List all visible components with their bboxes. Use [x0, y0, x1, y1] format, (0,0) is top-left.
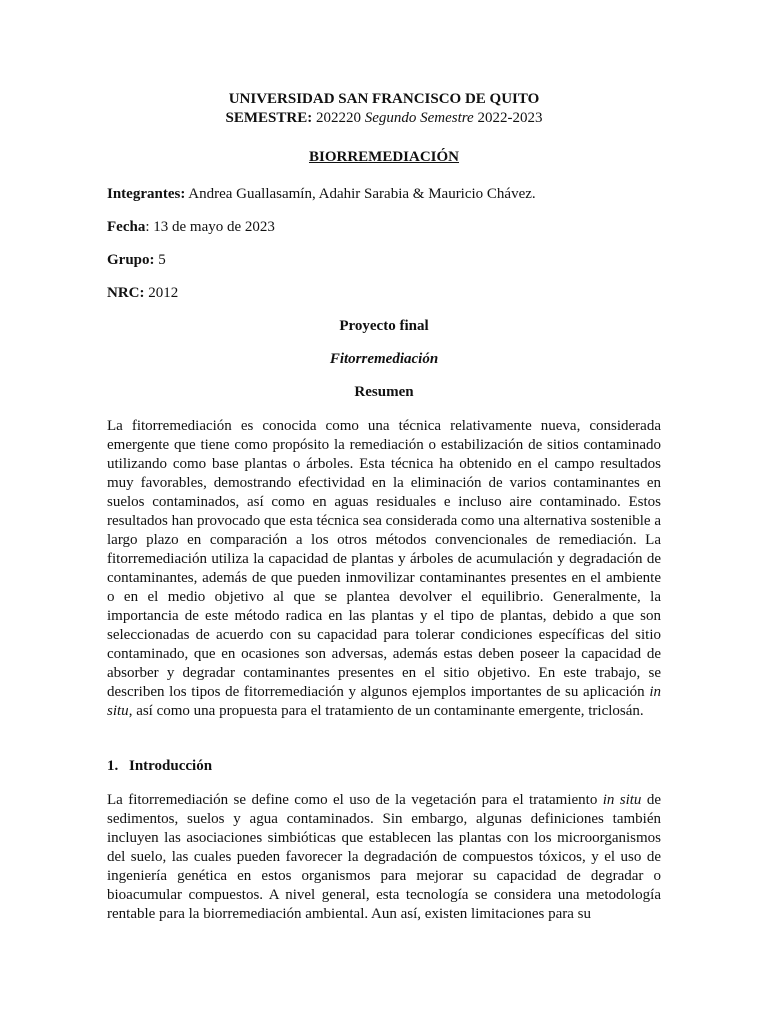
intro-text-rest: de sedimentos, suelos y agua contaminados. Sin embargo, algunas definiciones también incluyen las asociaciones simbióticas que establecen las plantas con los microorganismos del suelo, las cuales pueden favorecer la degradación de compuestos tóxicos, y el uso de ingeniería genética en estos organismos para mejorar su capacidad de degradar o bioacumular compuestos. A nivel general, esta tecnología se considera una metodología rentable para la biorremediación ambiental. Aun así, existen limitaciones para su	[107, 792, 661, 922]
group-line	[107, 251, 661, 270]
project-subtitle: Fitorremediación	[329, 351, 439, 367]
document-title: BIORREMEDIACIÓN	[308, 149, 459, 165]
intro-paragraph	[107, 791, 661, 924]
date-line	[107, 218, 661, 237]
members-label: Integrantes:	[107, 186, 186, 202]
abstract-text-end: , así como una propuesta para el tratamiento de un contaminante emergente, triclosán.	[128, 703, 644, 719]
intro-heading	[107, 757, 661, 776]
semester-code: 202220	[315, 110, 361, 126]
members-line	[107, 185, 661, 204]
abstract-italic: in situ	[107, 684, 662, 719]
nrc-label: NRC:	[107, 285, 145, 301]
nrc-value: 2012	[148, 285, 179, 301]
nrc-line	[107, 284, 661, 303]
project-heading: Proyecto final	[339, 318, 429, 334]
group-label: Grupo:	[107, 252, 155, 268]
semester-years: 2022-2023	[477, 110, 543, 126]
university-name: UNIVERSIDAD SAN FRANCISCO DE QUITO	[228, 91, 540, 107]
intro-heading-text: Introducción	[129, 758, 213, 774]
semester-label: SEMESTRE:	[225, 110, 313, 126]
date-value: : 13 de mayo de 2023	[145, 219, 275, 235]
abstract-paragraph	[107, 417, 661, 721]
date-label: Fecha	[107, 219, 146, 235]
intro-text-start: La fitorremediación se define como el uso de la vegetación para el tratamiento	[107, 792, 598, 808]
members-value: Andrea Guallasamín, Adahir Sarabia & Mauricio Chávez.	[188, 186, 536, 202]
group-value: 5	[158, 252, 166, 268]
intro-italic: in situ	[602, 792, 642, 808]
document-page	[107, 90, 661, 924]
abstract-text: La fitorremediación es conocida como una técnica relativamente nueva, considerada emergente que tiene como propósito la remediación o estabilización de sitios contaminado utilizando como base plantas o árboles. Esta técnica ha obtenido en el campo resultados muy favorables, demostrando efectividad en la eliminación de varios contaminantes en suelos contaminados, así como en aguas residuales e incluso aire contaminado. Estos resultados han provocado que esta técnica sea considerada como una alternativa sostenible a largo plazo en comparación a los otros métodos convencionales de remediación. La fitorremediación utiliza la capacidad de plantas y árboles de acumulación y degradación de contaminantes, además de que pueden inmovilizar contaminantes presentes en el ambiente o en el medio objetivo al que se plantea devolver el equilibrio. Generalmente, la importancia de este método radica en las plantas y el tipo de plantas, debido a que son seleccionadas de acuerdo con su capacidad para tolerar condiciones específicas del sitio contaminado, que en ocasiones son adversas, además estas deben poseer la capacidad de absorber y degradar contaminantes presentes en el sitio objetivo. En este trabajo, se describen los tipos de fitorremediación y algunos ejemplos importantes de su aplicación	[107, 418, 661, 700]
semester-name: Segundo Semestre	[364, 110, 474, 126]
semester-line	[107, 109, 661, 128]
intro-number: 1.	[107, 758, 119, 774]
abstract-heading: Resumen	[354, 384, 414, 400]
